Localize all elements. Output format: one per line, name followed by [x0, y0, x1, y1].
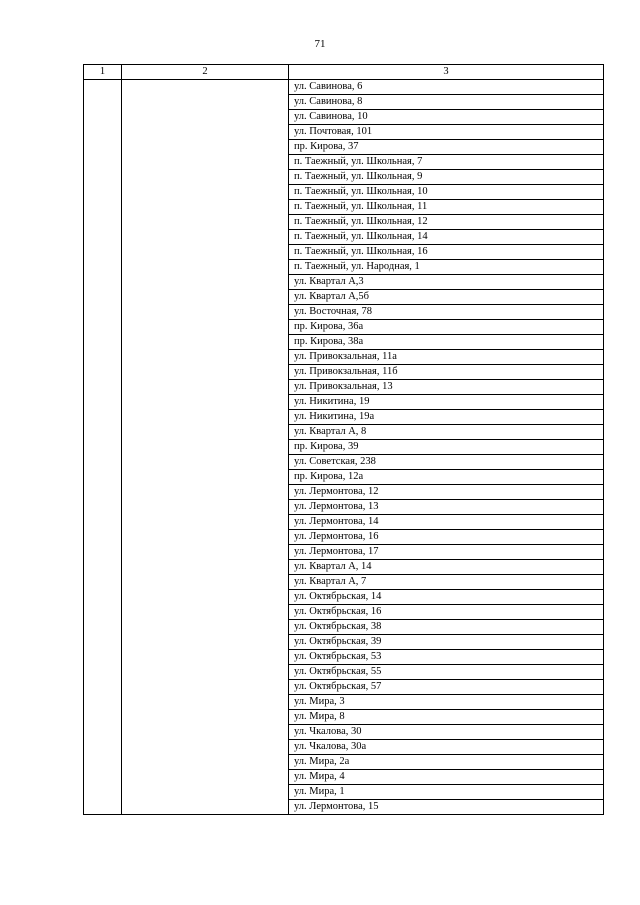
address-cell: ул. Никитина, 19 [289, 395, 604, 410]
address-cell: ул. Савинова, 8 [289, 95, 604, 110]
table-body [84, 80, 604, 815]
address-cell: ул. Мира, 4 [289, 770, 604, 785]
address-cell: ул. Октябрьская, 38 [289, 620, 604, 635]
address-cell: ул. Мира, 1 [289, 785, 604, 800]
address-cell: пр. Кирова, 37 [289, 140, 604, 155]
address-cell: п. Таежный, ул. Школьная, 10 [289, 185, 604, 200]
address-cell: ул. Савинова, 6 [289, 80, 604, 95]
address-cell: ул. Привокзальная, 13 [289, 380, 604, 395]
address-cell: ул. Привокзальная, 11б [289, 365, 604, 380]
address-cell: ул. Никитина, 19а [289, 410, 604, 425]
address-cell: п. Таежный, ул. Школьная, 7 [289, 155, 604, 170]
column-2-cell [122, 80, 289, 815]
address-cell: п. Таежный, ул. Школьная, 11 [289, 200, 604, 215]
address-cell: ул. Октябрьская, 14 [289, 590, 604, 605]
address-cell: ул. Квартал А, 8 [289, 425, 604, 440]
address-cell: ул. Квартал А, 7 [289, 575, 604, 590]
address-cell: ул. Октябрьская, 55 [289, 665, 604, 680]
address-cell: ул. Квартал А,5б [289, 290, 604, 305]
table-header-row [84, 65, 604, 80]
address-cell: п. Таежный, ул. Школьная, 9 [289, 170, 604, 185]
column-header-2: 2 [122, 65, 289, 80]
table-row [84, 80, 604, 95]
address-cell: ул. Восточная, 78 [289, 305, 604, 320]
address-cell: ул. Чкалова, 30а [289, 740, 604, 755]
address-cell: пр. Кирова, 38а [289, 335, 604, 350]
address-cell: ул. Почтовая, 101 [289, 125, 604, 140]
address-cell: ул. Лермонтова, 15 [289, 800, 604, 815]
address-cell: ул. Мира, 3 [289, 695, 604, 710]
address-cell: пр. Кирова, 39 [289, 440, 604, 455]
address-cell: пр. Кирова, 12а [289, 470, 604, 485]
address-cell: п. Таежный, ул. Школьная, 14 [289, 230, 604, 245]
address-cell: п. Таежный, ул. Народная, 1 [289, 260, 604, 275]
address-cell: п. Таежный, ул. Школьная, 16 [289, 245, 604, 260]
page-number: 71 [314, 38, 326, 50]
address-cell: ул. Лермонтова, 13 [289, 500, 604, 515]
address-cell: п. Таежный, ул. Школьная, 12 [289, 215, 604, 230]
address-cell: ул. Мира, 2а [289, 755, 604, 770]
address-cell: ул. Савинова, 10 [289, 110, 604, 125]
address-cell: ул. Квартал А, 14 [289, 560, 604, 575]
column-1-cell [84, 80, 122, 815]
column-header-3: 3 [289, 65, 604, 80]
address-cell: ул. Октябрьская, 16 [289, 605, 604, 620]
address-table [83, 64, 604, 815]
address-cell: ул. Октябрьская, 39 [289, 635, 604, 650]
address-cell: пр. Кирова, 36а [289, 320, 604, 335]
address-cell: ул. Лермонтова, 17 [289, 545, 604, 560]
address-cell: ул. Лермонтова, 14 [289, 515, 604, 530]
column-header-1: 1 [84, 65, 122, 80]
address-cell: ул. Квартал А,3 [289, 275, 604, 290]
address-cell: ул. Привокзальная, 11а [289, 350, 604, 365]
address-cell: ул. Лермонтова, 16 [289, 530, 604, 545]
address-cell: ул. Лермонтова, 12 [289, 485, 604, 500]
address-cell: ул. Мира, 8 [289, 710, 604, 725]
address-cell: ул. Советская, 238 [289, 455, 604, 470]
address-cell: ул. Чкалова, 30 [289, 725, 604, 740]
address-cell: ул. Октябрьская, 57 [289, 680, 604, 695]
address-cell: ул. Октябрьская, 53 [289, 650, 604, 665]
